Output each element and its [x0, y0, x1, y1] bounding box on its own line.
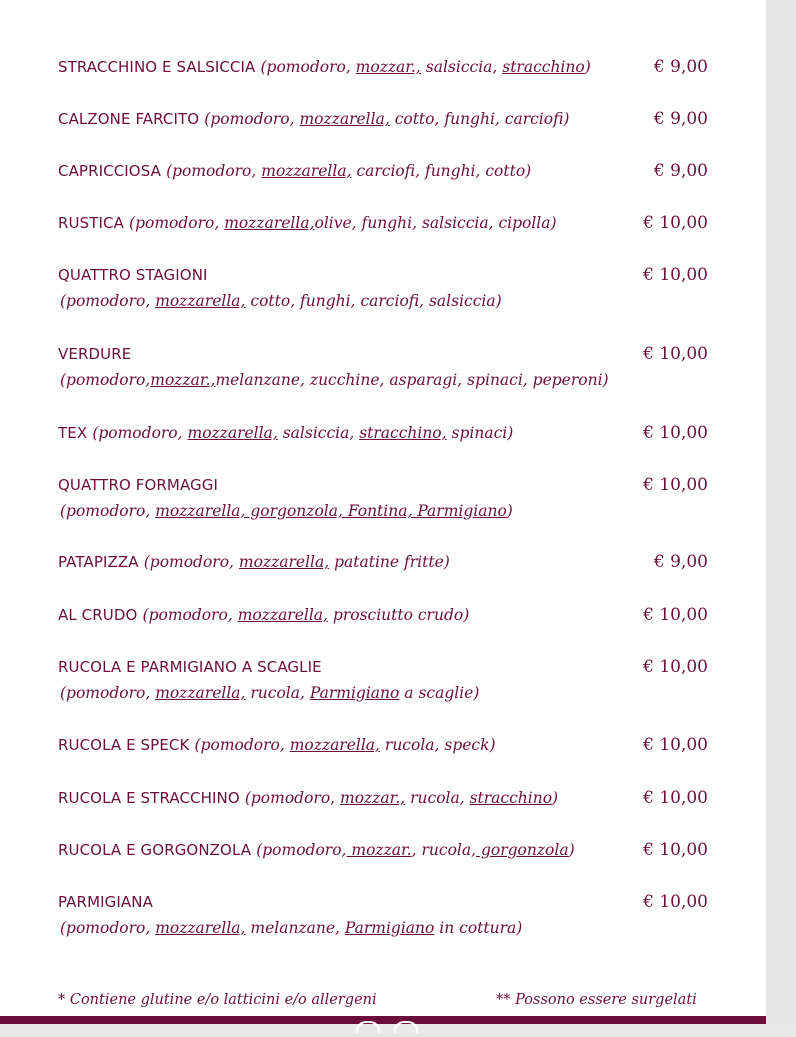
ingredient-text: ) — [552, 789, 559, 807]
menu-item-price: € 10,00 — [643, 265, 708, 285]
menu-item-price: € 9,00 — [653, 109, 708, 129]
menu-item-ingredients — [60, 919, 522, 937]
menu-item — [58, 211, 718, 235]
menu-item-row — [58, 603, 718, 627]
ingredient-underlined: mozzarella, gorgonzola, Fontina, Parmigiano — [155, 502, 507, 520]
menu-item — [58, 550, 718, 574]
allergen-note: * Contiene glutine e/o latticini e/o allergeni — [58, 992, 377, 1008]
ingredient-text: prosciutto crudo) — [327, 606, 470, 624]
menu-item-row — [58, 159, 718, 183]
ingredient-text: (pomodoro, — [194, 736, 290, 754]
ingredient-underlined: mozzar. — [346, 841, 412, 859]
menu-item-row — [58, 263, 718, 287]
ingredient-underlined: mozzarella, — [155, 684, 246, 702]
menu-item-price: € 9,00 — [653, 57, 708, 77]
ingredient-text: (pomodoro, — [204, 110, 300, 128]
menu-item — [58, 890, 718, 940]
ingredient-text: rucola, — [405, 789, 470, 807]
menu-item-price: € 10,00 — [643, 788, 708, 808]
menu-item-price: € 9,00 — [653, 161, 708, 181]
ingredient-underlined: stracchino — [502, 58, 585, 76]
ingredient-text: cotto, funghi, carciofi) — [389, 110, 570, 128]
menu-item-price: € 10,00 — [643, 605, 708, 625]
ingredient-text: , rucola, — [411, 841, 477, 859]
ingredient-underlined: mozzarella, — [261, 162, 352, 180]
menu-item — [58, 473, 718, 523]
frozen-note: ** Possono essere surgelati — [496, 992, 697, 1008]
menu-item-name: CAPRICCIOSA — [58, 162, 161, 180]
ingredient-underlined: mozzar., — [340, 789, 406, 807]
menu-item-name: RUCOLA E STRACCHINO — [58, 789, 240, 807]
menu-item-price: € 10,00 — [643, 344, 708, 364]
ingredient-text: (pomodoro, — [60, 502, 156, 520]
ingredient-text: (pomodoro, — [256, 841, 347, 859]
menu-item-name: RUCOLA E GORGONZOLA — [58, 841, 252, 859]
menu-item-price: € 9,00 — [653, 552, 708, 572]
menu-item-ingredients — [92, 424, 513, 442]
ingredient-text: (pomodoro, — [143, 553, 239, 571]
menu-item-row — [58, 421, 718, 445]
menu-item-price: € 10,00 — [643, 423, 708, 443]
ingredient-text: rucola, speck) — [379, 736, 496, 754]
menu-item — [58, 263, 718, 313]
ingredient-text: (pomodoro, — [244, 789, 341, 807]
menu-item-name: AL CRUDO — [58, 606, 138, 624]
ingredient-text: salsiccia, — [277, 424, 360, 442]
ingredient-underlined: mozzarella, — [299, 110, 390, 128]
menu-item-name: STRACCHINO E SALSICCIA — [58, 58, 256, 76]
menu-item-ingredients-row — [58, 916, 718, 940]
ingredient-underlined: Parmigiano — [344, 919, 435, 937]
menu-item-row — [58, 550, 718, 574]
ingredient-text: (pomodoro, — [129, 214, 225, 232]
menu-item-row — [58, 786, 718, 810]
menu-item — [58, 655, 718, 705]
ingredient-text: olive, funghi, salsiccia, cipolla) — [314, 214, 557, 232]
ingredient-text: ) — [568, 841, 575, 859]
ingredient-text: (pomodoro, — [260, 58, 356, 76]
menu-item-name: PARMIGIANA — [58, 893, 153, 911]
menu-item — [58, 838, 718, 862]
menu-item-row — [58, 211, 718, 235]
menu-item-price: € 10,00 — [643, 475, 708, 495]
menu-item-name: PATAPIZZA — [58, 553, 139, 571]
menu-item-ingredients — [60, 371, 609, 389]
ingredient-text: patatine fritte) — [329, 553, 450, 571]
ingredient-text: in cottura) — [434, 919, 523, 937]
menu-item-name: TEX — [58, 424, 88, 442]
ingredient-text: cotto, funghi, carciofi, salsiccia) — [245, 292, 502, 310]
ingredient-text: (pomodoro, — [60, 919, 156, 937]
ingredient-text: (pomodoro, — [60, 371, 151, 389]
menu-item — [58, 342, 718, 392]
menu-item-name: CALZONE FARCITO — [58, 110, 200, 128]
ingredient-text: (pomodoro, — [60, 292, 156, 310]
page-dot-icon — [356, 1021, 380, 1033]
menu-item-row — [58, 473, 718, 497]
menu-item-row — [58, 55, 718, 79]
menu-item-ingredients — [204, 110, 569, 128]
menu-item-ingredients-row — [58, 681, 718, 705]
ingredient-underlined: stracchino — [469, 789, 553, 807]
menu-item-row — [58, 107, 718, 131]
menu-item-ingredients — [60, 292, 502, 310]
menu-item-name: RUCOLA E PARMIGIANO A SCAGLIE — [58, 658, 322, 676]
menu-item-row — [58, 733, 718, 757]
menu-item — [58, 159, 718, 183]
menu-item-ingredients-row — [58, 499, 718, 523]
ingredient-text: (pomodoro, — [142, 606, 238, 624]
menu-item-ingredients — [60, 502, 513, 520]
ingredient-underlined: mozzarella, — [224, 214, 315, 232]
menu-item-row — [58, 838, 718, 862]
menu-item-ingredients — [195, 736, 496, 754]
ingredient-text: spinaci) — [446, 424, 514, 442]
menu-item-name: QUATTRO FORMAGGI — [58, 476, 219, 494]
ingredient-text: (pomodoro, — [166, 162, 262, 180]
menu-item-ingredients — [260, 58, 590, 76]
menu-item-ingredients-row — [58, 289, 718, 313]
menu-item-ingredients — [60, 684, 479, 702]
menu-item — [58, 786, 718, 810]
ingredient-text: (pomodoro, — [92, 424, 188, 442]
menu-item-ingredients — [129, 214, 557, 232]
ingredient-text: melanzane, — [245, 919, 345, 937]
page-indicator — [356, 1018, 432, 1024]
menu-item-ingredients — [166, 162, 531, 180]
menu-item — [58, 55, 718, 79]
menu-item-ingredients — [144, 553, 450, 571]
scroll-edge — [766, 0, 796, 1024]
menu-item-name: RUSTICA — [58, 214, 124, 232]
menu-item-price: € 10,00 — [643, 657, 708, 677]
ingredient-underlined: mozzar., — [150, 371, 216, 389]
ingredient-underlined: gorgonzola — [476, 841, 569, 859]
ingredient-underlined: mozzarella, — [238, 553, 330, 571]
menu-item-price: € 10,00 — [643, 735, 708, 755]
ingredient-underlined: stracchino, — [359, 424, 447, 442]
menu-item — [58, 603, 718, 627]
menu-item-ingredients — [245, 789, 558, 807]
menu-item-row — [58, 890, 718, 914]
menu-item — [58, 733, 718, 757]
menu-item-ingredients — [143, 606, 470, 624]
ingredient-underlined: mozzarella, — [155, 292, 246, 310]
ingredient-text: rucola, — [245, 684, 310, 702]
ingredient-text: melanzane, zucchine, asparagi, spinaci, peperoni) — [215, 371, 609, 389]
ingredient-underlined: mozzarella, — [155, 919, 246, 937]
menu-item-ingredients-row — [58, 368, 718, 392]
menu-item-ingredients — [256, 841, 574, 859]
ingredient-underlined: mozzarella, — [289, 736, 380, 754]
menu-item — [58, 107, 718, 131]
menu-item — [58, 421, 718, 445]
menu-item-price: € 10,00 — [643, 892, 708, 912]
ingredient-text: (pomodoro, — [60, 684, 156, 702]
menu-item-name: QUATTRO STAGIONI — [58, 266, 208, 284]
ingredient-underlined: mozzar., — [355, 58, 421, 76]
ingredient-text: carciofi, funghi, cotto) — [351, 162, 532, 180]
ingredient-underlined: mozzarella, — [187, 424, 278, 442]
ingredient-text: salsiccia, — [420, 58, 503, 76]
menu-item-price: € 10,00 — [643, 840, 708, 860]
menu-item-price: € 10,00 — [643, 213, 708, 233]
ingredient-underlined: Parmigiano — [309, 684, 400, 702]
menu-item-name: RUCOLA E SPECK — [58, 736, 190, 754]
ingredient-text: ) — [584, 58, 591, 76]
menu-item-row — [58, 655, 718, 679]
menu-item-row — [58, 342, 718, 366]
ingredient-text: ) — [506, 502, 513, 520]
page-dot-icon — [394, 1021, 418, 1033]
menu-item-name: VERDURE — [58, 345, 132, 363]
ingredient-underlined: mozzarella, — [237, 606, 328, 624]
ingredient-text: a scaglie) — [399, 684, 480, 702]
